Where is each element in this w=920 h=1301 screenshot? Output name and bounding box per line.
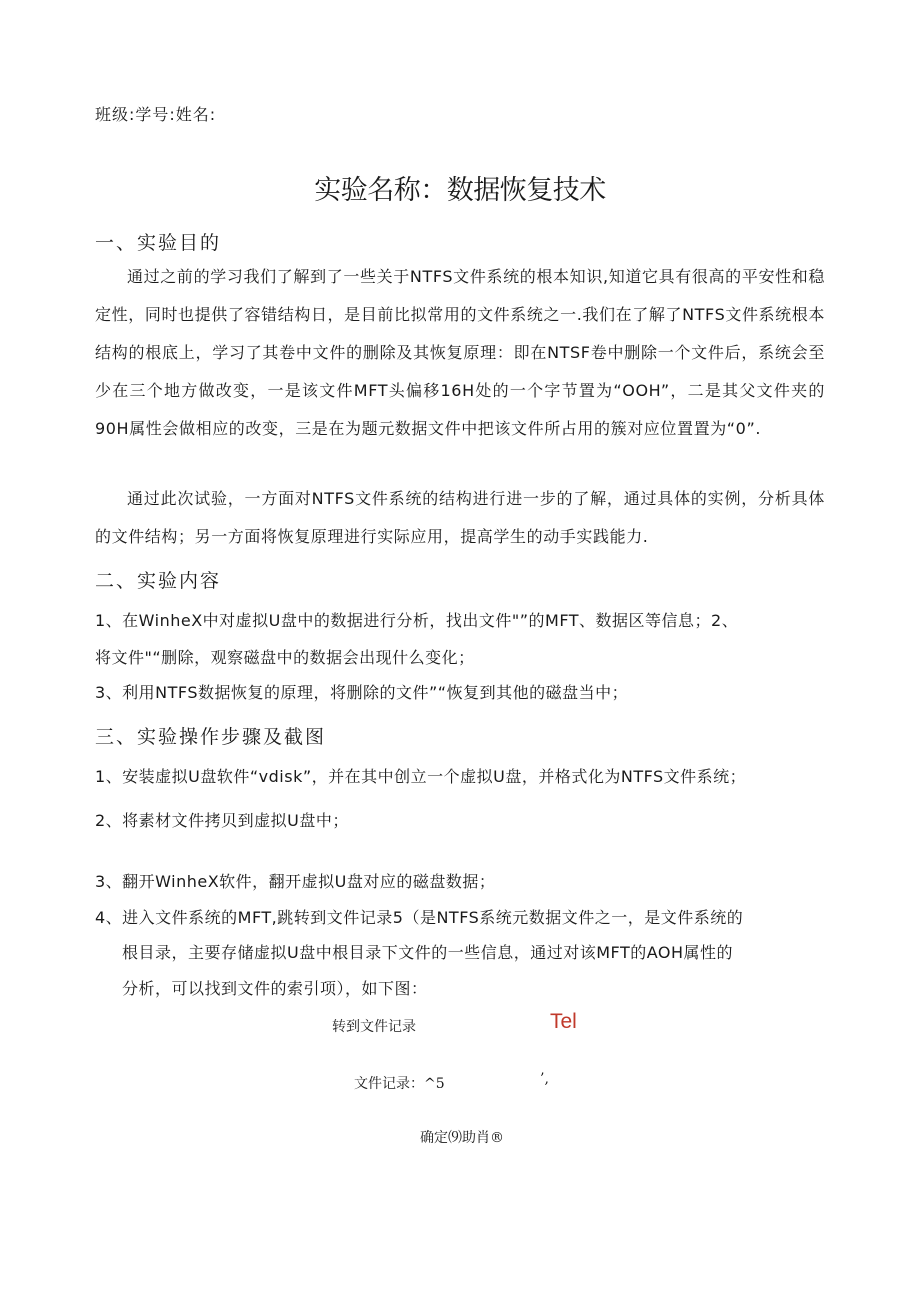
section-heading-purpose: 一、实验目的 (95, 232, 222, 254)
content-line-1: 1、在WinheX中对虚拟U盘中的数据进行分析，找出文件"”的MFT、数据区等信息；2、 (95, 611, 739, 630)
student-info-line: 班级:学号:姓名: (95, 105, 217, 124)
step-2: 2、将素材文件拷贝到虚拟U盘中； (95, 811, 349, 830)
section-heading-content: 二、实验内容 (95, 570, 222, 592)
dialog-title: 转到文件记录 (332, 1019, 416, 1035)
content-line-2: 将文件"“删除，观察磁盘中的数据会出现什么变化； (95, 648, 475, 667)
section-heading-steps: 三、实验操作步骤及截图 (95, 726, 327, 748)
step-1: 1、安装虚拟U盘软件“vdisk”，并在其中创立一个虚拟U盘，并格式化为NTFS文件系统； (95, 767, 747, 786)
content-line-3: 3、利用NTFS数据恢复的原理，将删除的文件”“恢复到其他的磁盘当中； (95, 683, 629, 702)
step-4-line-3: 分析，可以找到文件的索引项），如下图： (122, 979, 428, 998)
purpose-paragraph-1: 通过之前的学习我们了解到了一些关于NTFS文件系统的根本知识,知道它具有很高的平安性和稳定性，同时也提供了容错结构日，是目前比拟常用的文件系统之一.我们在了解了NTFS文件系统根本结构的根底上，学习了其卷中文件的删除及其恢复原理：即在NTSF卷中删除一个文件后，系统会至少在三个地方做改变，一是该文件MFT头偏移16H处的一个字节置为“OOH”，二是其父文件夹的90H属性会做相应的改变，三是在为题元数据文件中把该文件所占用的簇对应位置置为“0”. (95, 267, 825, 438)
file-record-label: 文件记录：^5 (354, 1076, 445, 1092)
step-3: 3、翻开WinheX软件，翻开虚拟U盘对应的磁盘数据； (95, 872, 496, 891)
dialog-mark: ’, (540, 1071, 549, 1087)
purpose-paragraph-2: 通过此次试验，一方面对NTFS文件系统的结构进行进一步的了解，通过具体的实例，分析具体的文件结构；另一方面将恢复原理进行实际应用，提高学生的动手实践能力. (95, 489, 825, 546)
page-title: 实验名称：数据恢复技术 (314, 175, 606, 206)
dialog-tel-text: Tel (550, 1010, 577, 1033)
dialog-buttons-text[interactable]: 确定⑼助肖® (420, 1130, 504, 1146)
step-4-line-1: 4、进入文件系统的MFT,跳转到文件记录5（是NTFS系统元数据文件之一，是文件系统的 (95, 908, 744, 927)
step-4-line-2: 根目录，主要存储虚拟U盘中根目录下文件的一些信息，通过对该MFT的AOH属性的 (122, 943, 734, 962)
